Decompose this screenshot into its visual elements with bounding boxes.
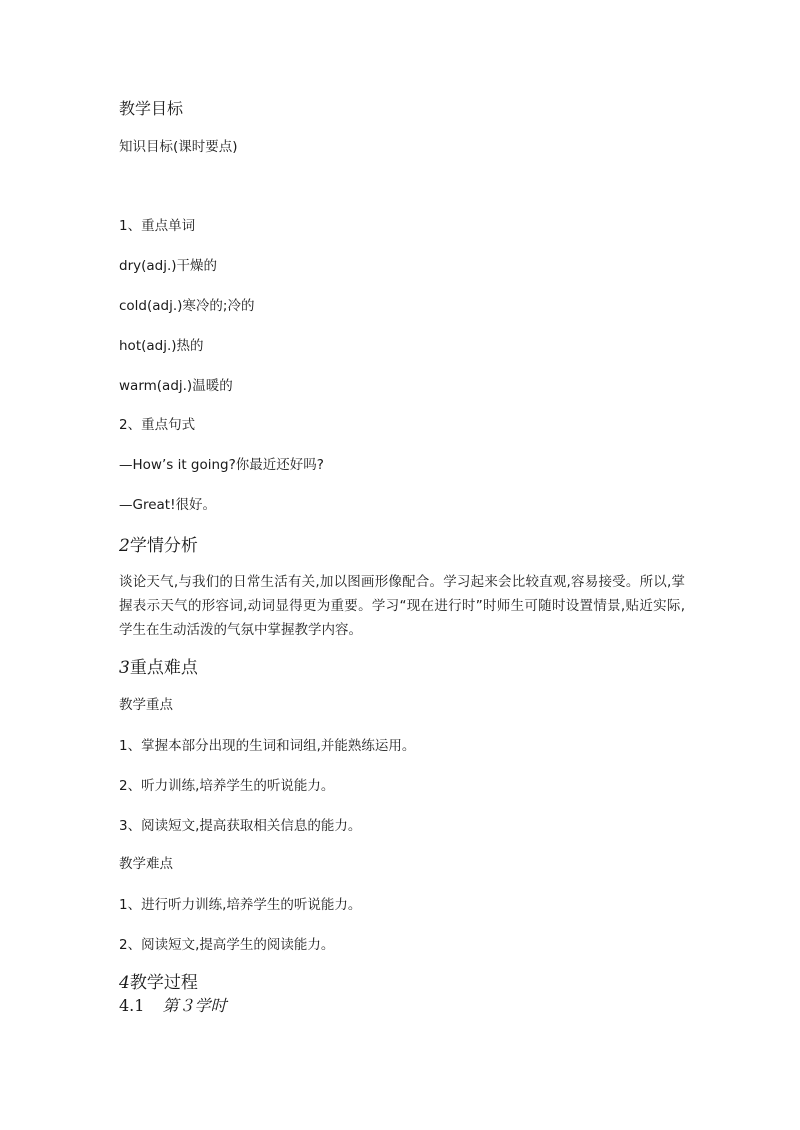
difficulty-item: 1、进行听力训练,培养学生的听说能力。 <box>119 897 362 913</box>
focus-item: 2、听力训练,培养学生的听说能力。 <box>119 778 335 794</box>
sentence-item: —Great!很好。 <box>119 497 216 513</box>
section-2-number: 2 <box>119 536 130 556</box>
key-sentences-heading: 2、重点句式 <box>119 417 196 433</box>
focus-item: 1、掌握本部分出现的生词和词组,并能熟练运用。 <box>119 738 416 754</box>
subsection-4-1-heading <box>119 996 226 1016</box>
section-2-title: 学情分析 <box>129 536 198 556</box>
difficulty-item: 2、阅读短文,提高学生的阅读能力。 <box>119 937 335 953</box>
subsection-number: 4.1 <box>119 996 145 1015</box>
section-2-paragraph: 谈论天气,与我们的日常生活有关,加以图画形像配合。学习起来会比较直观,容易接受。所以,掌握表示天气的形容词,动词显得更为重要。学习“现在进行时”时师生可随时设置情景,贴近实际,学生在生动活泼的气氛中掌握教学内容。 <box>119 574 685 638</box>
key-words-heading: 1、重点单词 <box>119 218 196 234</box>
section-4-title: 教学过程 <box>129 973 198 993</box>
knowledge-goal-label: 知识目标(课时要点) <box>119 139 238 155</box>
focus-item: 3、阅读短文,提高获取相关信息的能力。 <box>119 818 362 834</box>
teaching-difficulty-heading: 教学难点 <box>119 856 173 872</box>
teaching-focus-heading: 教学重点 <box>119 697 173 713</box>
word-item: dry(adj.)干燥的 <box>119 258 218 274</box>
section-2-heading <box>119 535 198 557</box>
word-item: hot(adj.)热的 <box>119 338 204 354</box>
section-4-heading <box>119 972 198 994</box>
section-3-title: 重点难点 <box>129 658 198 678</box>
subsection-title: 第３学时 <box>162 996 227 1015</box>
word-item: warm(adj.)温暖的 <box>119 378 233 394</box>
section-3-number: 3 <box>119 658 130 678</box>
document-title: 教学目标 <box>119 99 184 118</box>
section-3-heading <box>119 657 198 679</box>
section-4-number: 4 <box>119 973 130 993</box>
word-item: cold(adj.)寒冷的;冷的 <box>119 298 255 314</box>
sentence-item: —How’s it going?你最近还好吗? <box>119 457 324 473</box>
